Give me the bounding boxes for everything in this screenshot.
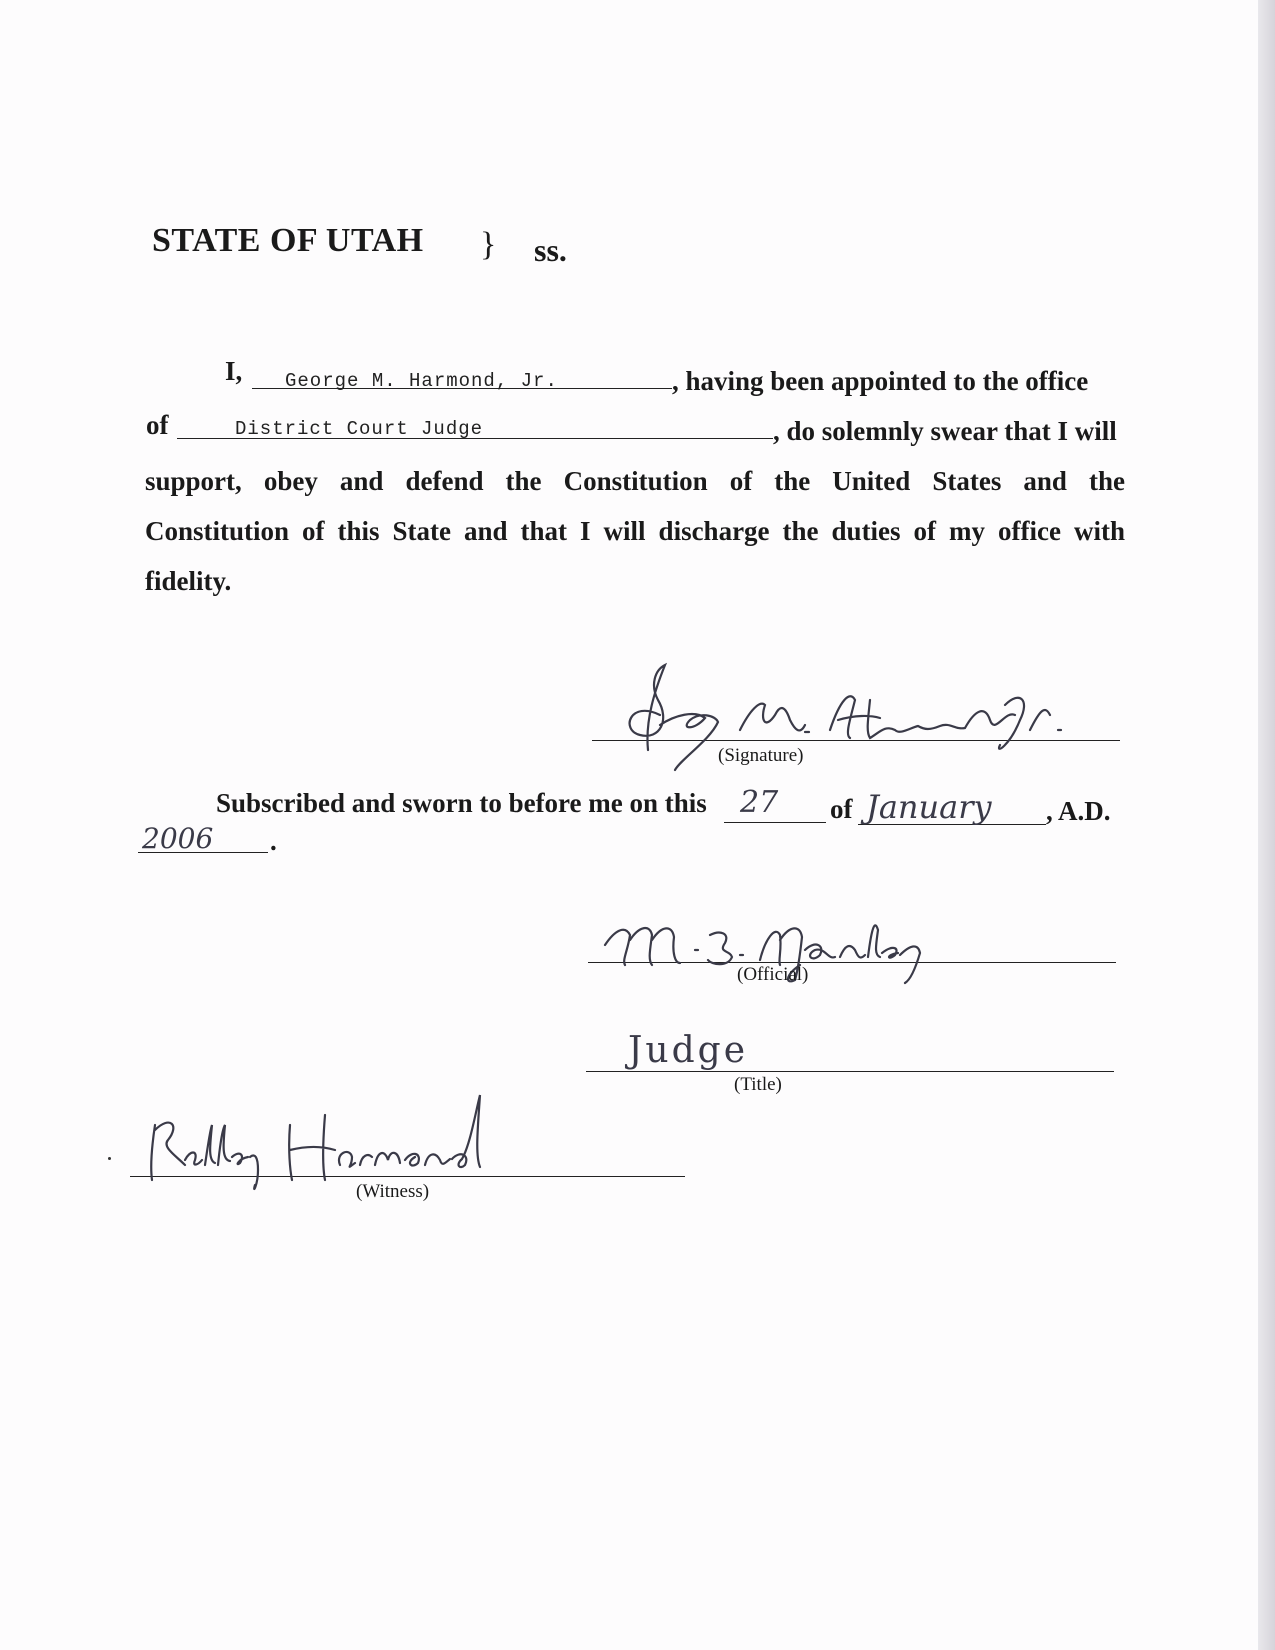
appointee-signature-drawing bbox=[600, 660, 1100, 770]
title-caption: (Title) bbox=[734, 1074, 782, 1095]
day-handwritten: 27 bbox=[740, 785, 779, 820]
oath-line3: support, obey and defend the Constitution of the United States and the bbox=[145, 466, 1125, 496]
subscribed-of-label: of bbox=[830, 794, 853, 824]
oath-line5: fidelity. bbox=[145, 566, 232, 596]
oath-intro: I, bbox=[225, 356, 243, 386]
title-handwritten: Judge bbox=[628, 1030, 749, 1071]
witness-caption: (Witness) bbox=[356, 1181, 430, 1202]
typed-name: George M. Harmond, Jr. bbox=[285, 370, 558, 392]
official-caption: (Official) bbox=[737, 964, 809, 985]
signature-caption: (Signature) bbox=[718, 745, 804, 766]
title-line bbox=[586, 1071, 1114, 1072]
day-fill-line bbox=[724, 822, 826, 823]
stray-mark bbox=[108, 1157, 111, 1160]
witness-signature-drawing bbox=[140, 1085, 540, 1195]
heading-brace: } bbox=[480, 226, 497, 263]
typed-office: District Court Judge bbox=[235, 418, 484, 440]
oath-line2-tail: , do solemnly swear that I will bbox=[773, 416, 1117, 446]
state-heading: STATE OF UTAH bbox=[152, 222, 424, 259]
oath-line4: Constitution of this State and that I will discharge the duties of my office with bbox=[145, 516, 1125, 546]
month-handwritten: January bbox=[866, 788, 992, 826]
year-handwritten: 2006 bbox=[142, 822, 214, 855]
oath-line1-tail: , having been appointed to the office bbox=[672, 366, 1089, 396]
oath-of-label: of bbox=[146, 410, 169, 440]
ad-label: , A.D. bbox=[1046, 796, 1111, 826]
page-edge-shadow bbox=[1258, 0, 1275, 1650]
subscribed-text: Subscribed and sworn to before me on this bbox=[216, 788, 707, 818]
year-period: . bbox=[270, 826, 277, 856]
heading-ss: ss. bbox=[534, 232, 567, 268]
